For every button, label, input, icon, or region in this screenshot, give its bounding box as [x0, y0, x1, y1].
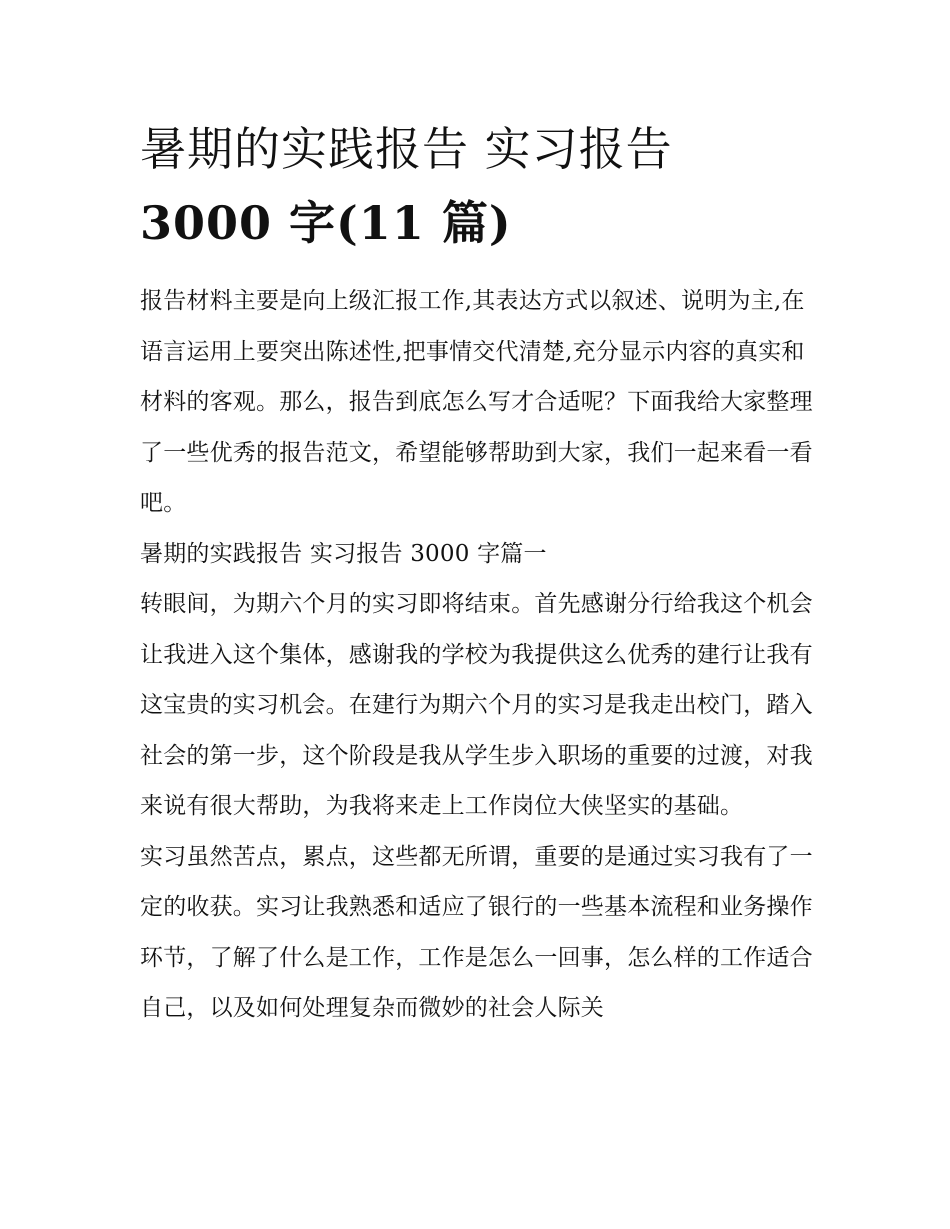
section-heading: 暑期的实践报告 实习报告 3000 字篇一 [140, 540, 547, 567]
document-title [140, 112, 830, 260]
body-paragraph: 转眼间，为期六个月的实习即将结束。首先感谢分行给我这个机会让我进入这个集体，感谢我的学校为我提供这么优秀的建行让我有这宝贵的实习机会。在建行为期六个月的实习是我走出校门，踏入社会的第一步，这个阶段是我从学生步入职场的重要的过渡，对我来说有很大帮助，为我将来走上工作岗位大侠坚实的基础。 [140, 591, 813, 819]
body-paragraph: 实习虽然苦点，累点，这些都无所谓，重要的是通过实习我有了一定的收获。实习让我熟悉和适应了银行的一些基本流程和业务操作环节，了解了什么是工作，工作是怎么一回事，怎么样的工作适合自己，以及如何处理复杂而微妙的社会人际关 [140, 843, 813, 1021]
document-body [140, 276, 820, 1034]
intro-paragraph: 报告材料主要是向上级汇报工作,其表达方式以叙述、说明为主,在语言运用上要突出陈述性,把事情交代清楚,充分显示内容的真实和材料的客观。那么，报告到底怎么写才合适呢？下面我给大家整理了一些优秀的报告范文，希望能够帮助到大家，我们一起来看一看吧。 [140, 288, 813, 516]
title-line-2: 3000 字(11 篇) [140, 196, 512, 250]
title-line-1: 暑期的实践报告 实习报告 [140, 122, 673, 176]
